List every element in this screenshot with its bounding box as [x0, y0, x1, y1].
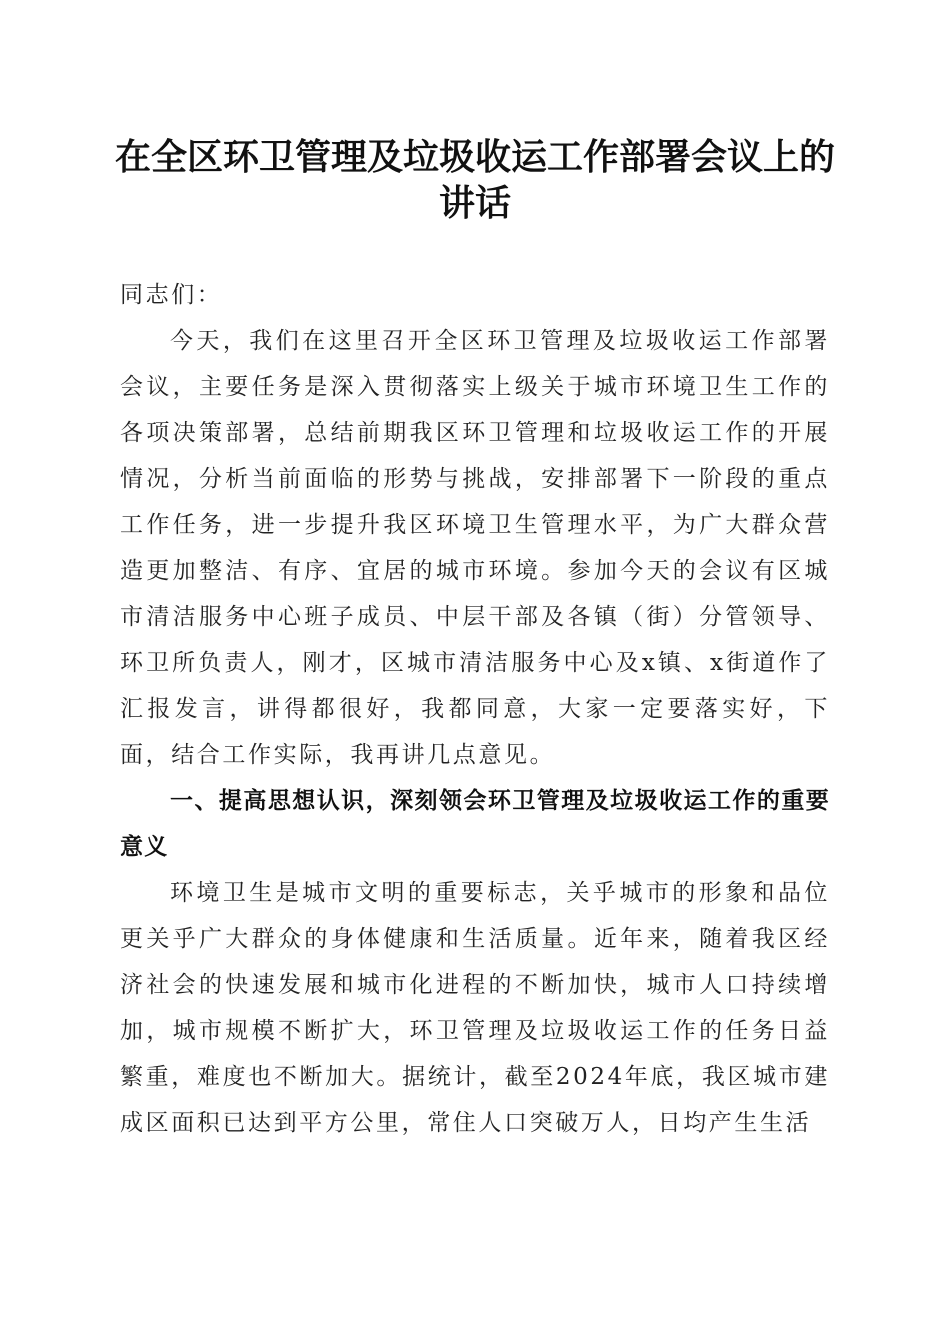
section-heading-1: 一、提高思想认识，深刻领会环卫管理及垃圾收运工作的重要意义	[120, 788, 830, 860]
document-title	[100, 134, 850, 226]
paragraph-section-1: 环境卫生是城市文明的重要标志，关乎城市的形象和品位更关乎广大群众的身体健康和生活质量。近年来，随着我区经济社会的快速发展和城市化进程的不断加快，城市人口持续增加，城市规模不断扩大，环卫管理及垃圾收运工作的任务日益繁重，难度也不断加大。据统计，截至2024年底，我区城市建成区面积已达到平方公里，常住人口突破万人，日均产生生活	[120, 880, 830, 1136]
title-line-1: 在全区环卫管理及垃圾收运工作部署会议上的	[114, 136, 835, 178]
title-line-2: 讲话	[438, 182, 511, 224]
salutation: 同志们：	[120, 282, 223, 308]
paragraph-intro: 今天，我们在这里召开全区环卫管理及垃圾收运工作部署会议，主要任务是深入贯彻落实上级关于城市环境卫生工作的各项决策部署，总结前期我区环卫管理和垃圾收运工作的开展情况，分析当前面临的形势与挑战，安排部署下一阶段的重点工作任务，进一步提升我区环境卫生管理水平，为广大群众营造更加整洁、有序、宜居的城市环境。参加今天的会议有区城市清洁服务中心班子成员、中层干部及各镇（街）分管领导、环卫所负责人，刚才，区城市清洁服务中心及x镇、x街道作了汇报发言，讲得都很好，我都同意，大家一定要落实好，下面，结合工作实际，我再讲几点意见。	[120, 328, 830, 768]
document-body	[120, 272, 830, 1146]
